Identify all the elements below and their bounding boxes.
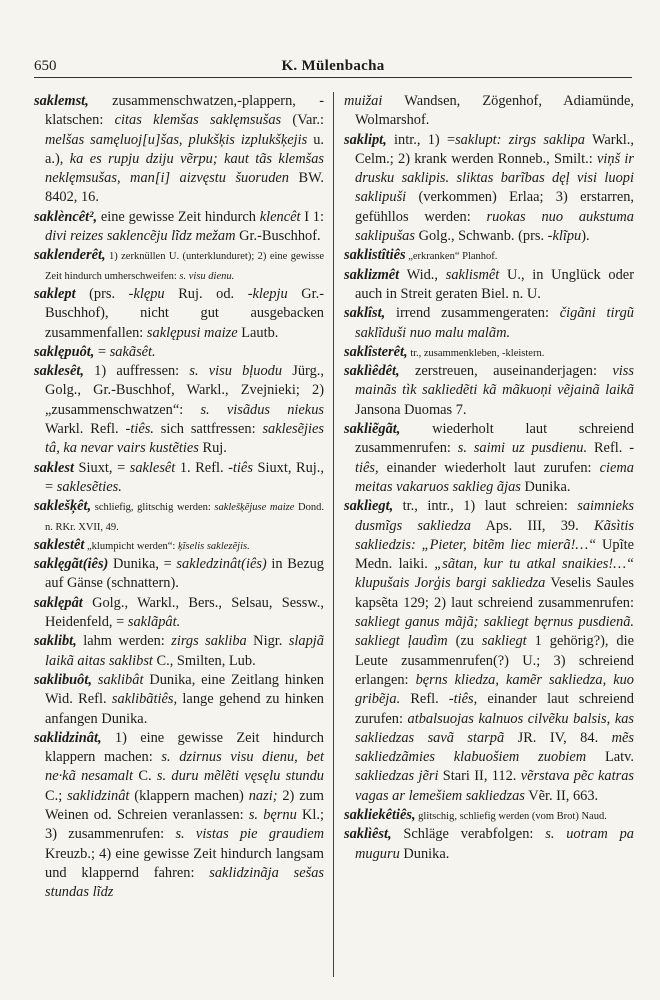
- entry-text: BW. 8402, 16.: [45, 170, 324, 206]
- left-column: [34, 92, 324, 902]
- entry-headword: saklešķêt,: [34, 498, 92, 515]
- dictionary-entry: [34, 459, 324, 498]
- page-number: 650: [34, 58, 57, 74]
- entry-headword: saklìêdêt,: [344, 363, 400, 380]
- dictionary-entry: [344, 266, 634, 305]
- entry-text: Dunika.: [399, 845, 450, 862]
- entry-example: s. duru mẽlẽti vęsęlu stundu: [156, 768, 324, 785]
- entry-example: -tiês,: [448, 691, 478, 708]
- entry-example: saklešķẽjuse maize: [214, 502, 295, 514]
- entry-headword: saklipt,: [344, 131, 387, 148]
- entry-text: JR. IV, 84.: [504, 729, 612, 746]
- entry-text: tr., intr., 1) laut schreien:: [393, 498, 578, 515]
- entry-example: s. uotram pa muguru: [355, 826, 634, 862]
- page-header: [34, 55, 632, 78]
- dictionary-entry: [344, 825, 634, 864]
- dictionary-entry: [34, 362, 324, 458]
- entry-text: Stari II, 112.: [438, 768, 521, 785]
- entry-example: s. bęrnu: [248, 806, 297, 823]
- entry-example: sakliegt ganus mãjã; sakliegt bęrnus pusdienã. sakliegt ļaudìm: [355, 614, 634, 650]
- entry-example: bęrns kliedza, kamẽr sakliedza, kuo gribẽja.: [355, 671, 635, 708]
- entry-example: citas klemšas saklęmsušas: [114, 112, 282, 129]
- entry-headword: saklibuôt,: [34, 671, 92, 688]
- entry-text: Dunika.: [520, 478, 571, 495]
- entry-example: -klepju: [247, 285, 288, 302]
- entry-text: Refl.: [587, 440, 630, 457]
- dictionary-entry: [34, 555, 324, 594]
- entry-text: tr., zusammenkleben, -kleistern.: [407, 347, 545, 359]
- entry-text: Warkl. Refl.: [45, 421, 126, 438]
- entry-example: vẽrstava pẽc katras vagas ar lemešiem sakliedzas: [355, 768, 634, 804]
- entry-example: saklibât: [97, 671, 144, 688]
- entry-example: -klępu: [128, 285, 165, 302]
- entry-headword: saklemst,: [34, 93, 89, 109]
- entry-text: (klappern machen): [129, 787, 249, 804]
- entry-example: -klĩpu: [547, 228, 582, 245]
- entry-text: eine gewisse Zeit hindurch: [97, 208, 260, 225]
- dictionary-entry: [344, 362, 634, 420]
- dictionary-entry: [34, 285, 324, 343]
- entry-text: Siuxt, Ruj., =: [45, 459, 324, 495]
- entry-text: Golg., Schwanb. (prs.: [414, 228, 548, 245]
- entry-text: Upĩte Medn. laiki.: [355, 536, 634, 573]
- entry-headword: saklestêt: [34, 536, 85, 553]
- entry-text: ).: [581, 228, 590, 245]
- dictionary-entry: [34, 729, 324, 903]
- entry-text: sich sattfressen:: [153, 421, 263, 438]
- entry-text: Schläge verabfolgen:: [391, 826, 546, 843]
- entry-text: lange gehend zu hinken anfangen Dunika.: [45, 691, 324, 727]
- entry-text: Kreuzb.; 4) eine gewisse Zeit hindurch langsam und klappernd fahren:: [45, 845, 324, 881]
- entry-headword: saklest: [34, 459, 74, 476]
- dictionary-entry: [34, 536, 324, 555]
- entry-text: C.;: [45, 787, 68, 804]
- entry-example: saklibãtiês,: [111, 691, 178, 708]
- entry-headword: saklępât: [34, 594, 83, 611]
- entry-example: s. vistas pie graudiem: [175, 826, 324, 843]
- entry-example: viņš ir drusku saklipis. sliktas barĩbas dęļ visi luopi saklipuši: [355, 150, 634, 206]
- entry-text: Dunika, =: [108, 556, 177, 573]
- entry-text: (Var.:: [281, 112, 324, 129]
- entry-example: s. visu dienu.: [179, 270, 235, 282]
- dictionary-entry: [344, 420, 634, 497]
- entry-text: „erkranken“ Planhof.: [405, 251, 498, 263]
- entry-text: 1) eine gewisse Zeit hindurch klappern machen:: [45, 729, 324, 766]
- entry-text: intr., 1) =: [386, 131, 456, 148]
- entry-example: saklępusi maize: [146, 324, 238, 341]
- entry-example: s. visu bļuodu: [189, 363, 283, 380]
- entry-example: saklismêt: [445, 266, 500, 283]
- entry-text: Gr.-Buschhof), nicht gut ausgebacken zusammenfallen:: [45, 285, 324, 341]
- entry-text: (verkommen) Erlaa; 3) erstarren, gefühllos werden:: [355, 189, 634, 225]
- dictionary-entry: [344, 343, 634, 362]
- dictionary-entry: [344, 304, 634, 343]
- dictionary-entry: [344, 131, 634, 247]
- entry-headword: saklistîtiês: [344, 247, 406, 264]
- entry-text: Lautb.: [237, 324, 279, 341]
- entry-text: Dond. n. RKr. XVII, 49.: [45, 502, 324, 533]
- entry-text: schliefig, glitschig werden:: [91, 502, 215, 514]
- entry-example: ka es rupju dziju vẽrpu; kaut tãs klemšas neklęmsušas, man[i] aizvęstu šuoruden: [45, 150, 324, 187]
- entry-example: sakliedzas jẽri: [355, 768, 439, 785]
- entry-headword: saklìêst,: [344, 826, 392, 843]
- entry-headword: sakliẽgãt,: [344, 421, 401, 438]
- entry-text: Nigr.: [246, 633, 289, 650]
- entry-headword: saklęgãt(iês): [34, 556, 109, 573]
- entry-text: u. a.),: [45, 131, 325, 167]
- entry-example: saimnieks dusmĩgs sakliedza: [355, 498, 634, 534]
- entry-text: =: [94, 343, 110, 360]
- entry-example: ķĩselis saklezẽjis.: [177, 540, 250, 552]
- entry-example: saklãpât.: [127, 614, 181, 631]
- entry-text: Refl.: [400, 691, 449, 708]
- dictionary-entry: [344, 246, 634, 265]
- entry-headword: saklizmêt: [344, 266, 400, 283]
- dictionary-entry: [344, 497, 634, 806]
- entry-example: sakliegt: [481, 633, 527, 650]
- entry-example: Kãsìtis sakliedzis: „Pieter, bitẽm liec mierã!…“: [355, 517, 634, 553]
- entry-example: saklesêt: [129, 459, 176, 476]
- entry-text: 1 gehörig?), die Leute zusammenrufen(?) U.; 3) schreiend erlangen:: [355, 633, 634, 688]
- entry-example: ruokas nuo aukstuma saklipušas: [355, 208, 634, 245]
- entry-example: melšas samęluoj[u]šas, plukšķis izplukšķejis: [45, 131, 308, 148]
- dictionary-entry: [34, 246, 324, 285]
- entry-text: (zu: [447, 633, 482, 650]
- entry-example: sakãsêt.: [109, 343, 156, 360]
- entry-text: einander wiederholt laut zurufen:: [378, 459, 600, 476]
- entry-text: Jürg., Golg., Gr.-Buschhof, Warkl., Zvejnieki; 2) „zusammenschwatzen“:: [45, 363, 324, 418]
- dictionary-entry: [34, 92, 324, 208]
- entry-text: C.: [133, 768, 157, 785]
- dictionary-entry: [34, 208, 324, 247]
- entry-example: čigãni tirgũ saklĩduši nuo malu malãm.: [355, 305, 634, 341]
- entry-text: 1. Refl.: [175, 459, 229, 476]
- entry-text: Ruj.: [198, 440, 227, 457]
- entry-example: slapjã laikã aitas saklibst: [45, 633, 324, 669]
- entry-text: glitschig, schliefig werden (vom Brot) Naud.: [415, 810, 607, 822]
- entry-text: zusammenschwatzen,-plappern, -klatschen:: [45, 93, 324, 129]
- entry-example: saklesẽjies tâ, ka nevar vairs kustẽties: [45, 421, 324, 457]
- entry-text: wiederholt laut schreiend zusammenrufen:: [355, 421, 634, 457]
- entry-example: sakledzinât(iês): [176, 556, 267, 573]
- entry-example: saklidzinãja sešas stundas lĩdz: [45, 864, 324, 901]
- entry-example: ciema meitas vakaruos saklieg ãjas: [355, 459, 634, 495]
- dictionary-entry: [344, 92, 634, 131]
- entry-text: 2) zum Weinen od. Schreien veranlassen:: [45, 787, 324, 823]
- entry-text: 1) zerknüllen U. (unterklunduret); 2) eine gewisse Zeit hindurch umherschweifen:: [45, 251, 324, 282]
- entry-text: Ruj. od.: [164, 285, 248, 302]
- entry-text: lahm werden:: [76, 633, 172, 650]
- entry-headword: saklept: [34, 285, 76, 302]
- entry-headword: saklesêt,: [34, 363, 84, 380]
- entry-text: Golg., Warkl., Bers., Selsau, Sessw., Heidenfeld, =: [45, 594, 324, 631]
- entry-example: muižai: [344, 93, 383, 109]
- entry-text: (prs.: [75, 285, 129, 302]
- entry-headword: sakliekêtiês,: [344, 806, 416, 823]
- entry-example: saklidzinât: [67, 787, 130, 804]
- entry-example: s. dzirnus visu dienu, bet ne·kã nesamalt: [45, 749, 324, 785]
- entry-text: Jansona Duomas 7.: [355, 401, 467, 418]
- entry-headword: saklidzinât,: [34, 729, 102, 746]
- dictionary-entry: [34, 671, 324, 729]
- entry-text: Wandsen, Zögenhof, Adiamünde, Wolmarshof.: [355, 93, 634, 129]
- entry-text: Siuxt, =: [73, 459, 130, 476]
- entry-text: Veselis Saules kapsẽta 129; 2) laut schreiend zusammenrufen:: [355, 575, 634, 611]
- entry-text: irrend zusammengeraten:: [385, 305, 560, 322]
- entry-headword: saklîsterêt,: [344, 343, 408, 360]
- entry-text: in Bezug auf Gänse (schnattern).: [45, 556, 325, 592]
- entry-example: s. visãdus niekus: [200, 401, 324, 418]
- entry-text: Dunika, eine Zeitlang hinken Wid. Refl.: [45, 671, 325, 708]
- entry-text: Aps. III, 39.: [471, 517, 594, 534]
- entry-text: I 1:: [300, 208, 324, 225]
- column-divider: [333, 92, 334, 977]
- entry-example: mẽs sakliedzãmies klabuošiem zuobiem: [355, 729, 634, 766]
- entry-example: nazi;: [248, 787, 278, 804]
- entry-example: divi reizes saklencẽju lĩdz mežam: [45, 228, 236, 245]
- entry-example: klencêt: [259, 208, 301, 225]
- running-title: K. Mülenbacha: [281, 58, 385, 74]
- dictionary-entry: [34, 343, 324, 362]
- entry-example: saklesẽties.: [56, 478, 122, 495]
- entry-headword: saklèncêt²,: [34, 208, 98, 225]
- entry-text: U., in Unglück oder auch in Streit geraten Biel. n. U.: [355, 266, 634, 302]
- entry-headword: saklîst,: [344, 305, 386, 322]
- entry-text: Vẽr. II, 663.: [524, 787, 599, 804]
- dictionary-entry: [344, 806, 634, 825]
- entry-example: -tiês.: [125, 421, 154, 438]
- entry-headword: saklìegt,: [344, 498, 394, 515]
- dictionary-entry: [34, 594, 324, 633]
- entry-text: „klumpicht werden“:: [84, 540, 178, 552]
- entry-example: -tiês: [228, 459, 253, 476]
- entry-example: saklupt: zirgs saklipa: [455, 131, 585, 148]
- entry-text: C., Smilten, Lub.: [152, 652, 256, 669]
- entry-headword: saklibt,: [34, 633, 77, 650]
- entry-example: s. saimi uz pusdienu.: [457, 440, 588, 457]
- right-column: [344, 92, 634, 864]
- dictionary-entry: [34, 497, 324, 536]
- entry-example: zirgs sakliba: [171, 633, 247, 650]
- entry-example: atbalsuojas kalnuos cilvẽku balsis, kas sakliedzas savã starpã: [355, 710, 634, 746]
- entry-text: Latv.: [586, 749, 634, 766]
- entry-text: Warkl., Celm.; 2) krank werden Ronneb., Smilt.:: [355, 131, 634, 167]
- entry-text: 1) auffressen:: [83, 363, 190, 380]
- entry-example: viss mainãs tìk sakliedẽti kã mãkuoņi vẽjainã laikã: [355, 363, 634, 399]
- entry-text: zerstreuen, auseinanderjagen:: [399, 363, 613, 380]
- dictionary-entry: [34, 632, 324, 671]
- entry-text: Kl.; 3) zusammenrufen:: [45, 806, 324, 843]
- entry-example: „sãtan, kur tu atkal snaikies!…“ klupušais Jorģis bargi sakliedza: [355, 556, 634, 592]
- entry-headword: saklenderêt,: [34, 247, 106, 264]
- entry-text: Wid.,: [399, 266, 446, 283]
- entry-example: -tiês,: [355, 440, 634, 476]
- entry-text: Gr.-Buschhof.: [235, 228, 321, 245]
- entry-headword: saklępuôt,: [34, 343, 95, 360]
- entry-text: einander laut schreiend zurufen:: [355, 691, 634, 727]
